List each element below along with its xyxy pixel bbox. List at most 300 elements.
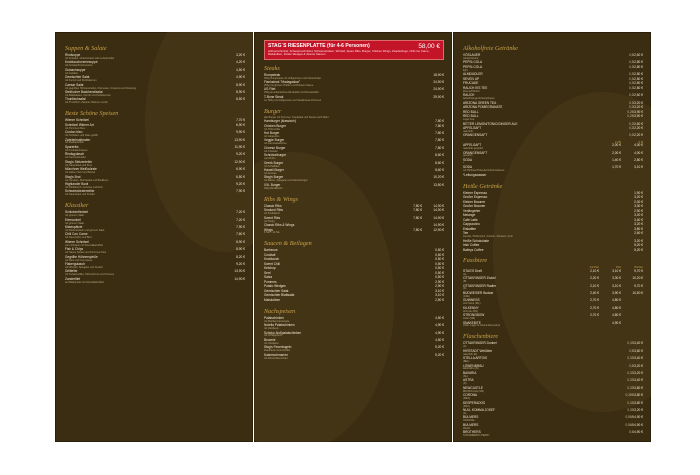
item-name: RED BULL <box>463 109 479 114</box>
item-desc: mit Kernöl und Kürbiskernen <box>65 79 97 83</box>
item-name: ALMDUDLER <box>463 72 483 77</box>
item-desc: mit Schwarzbrotcroutons <box>65 64 93 68</box>
item-volume: 0,3l <box>628 60 635 65</box>
item-name: Gemischter Salat <box>65 75 90 80</box>
menu-item <box>463 123 643 127</box>
item-name: RED BULL <box>463 114 479 119</box>
item-name: Thunfischsalat <box>65 97 86 102</box>
item-name: Fiakergulasch <box>65 262 85 267</box>
item-price: 2,60 € <box>634 121 643 126</box>
item-price: 7,80 € <box>435 138 444 143</box>
menu-item <box>264 184 444 191</box>
menu-item <box>65 98 245 105</box>
item-name: Sweet Ribs <box>264 215 281 220</box>
item-volume: 0,355l <box>625 393 635 398</box>
item-name: Schnitzelburger <box>264 153 287 158</box>
menu-item <box>463 322 643 329</box>
item-price: 4,90 € <box>634 415 643 420</box>
item-desc: Flambierte Germknödel <box>264 349 291 353</box>
menu-item <box>264 209 444 216</box>
menu-item <box>463 134 643 138</box>
item-desc: mit Knoblauch <box>264 212 280 216</box>
item-desc: mit Himbeer/Holunder/Johannisbeere <box>463 169 505 173</box>
item-price-pitcher: 10,50 € <box>632 290 643 295</box>
item-price: 3,20 € <box>634 105 643 110</box>
item-price: 3,20 € <box>634 238 643 243</box>
item-price: 2,80 € <box>634 85 643 90</box>
item-name: NULL KOMMA JOSEF <box>463 408 495 412</box>
item-price: 3,80 € <box>634 385 643 390</box>
item-desc: mit Cheddar <box>264 149 278 153</box>
item-price: 3,80 € <box>634 393 643 398</box>
menu-item <box>264 346 444 353</box>
item-price: 4,50 € <box>435 315 444 320</box>
item-name: CORONA <box>463 393 477 398</box>
menu-item <box>264 354 444 361</box>
menu-item <box>264 281 444 285</box>
item-price-pint: 3,10 € <box>612 283 621 288</box>
item-desc: mit Pommes frites <box>65 126 86 130</box>
item-price: 5,20 € <box>435 352 444 357</box>
section-title: Saucen & Beilagen <box>264 240 312 248</box>
item-name: Irish Coffee <box>463 243 480 248</box>
item-price: 14,90 € <box>234 276 245 281</box>
item-name: PEPSI-COLA <box>463 64 483 69</box>
menu-item <box>463 409 643 416</box>
menu-item <box>264 139 444 146</box>
section-title: Steaks <box>264 64 280 72</box>
item-name: Schinkenfleckerl <box>65 210 89 215</box>
item-price: 2,90 € <box>435 279 444 284</box>
item-volume: 0,3l <box>628 100 635 105</box>
item-desc: mit Knoblauchsauce <box>65 148 88 152</box>
item-price: 2,80 € <box>634 76 643 81</box>
menu-item <box>264 254 444 258</box>
item-desc: mit Vanilleeis <box>264 327 279 331</box>
menu-panel-grill <box>254 32 452 442</box>
menu-item <box>264 258 444 262</box>
item-desc: mit Gebäck <box>65 71 78 75</box>
item-name: BROTHERS <box>463 430 481 435</box>
menu-item <box>463 244 643 248</box>
item-name: Großer Brauner <box>463 204 486 209</box>
item-price-small: 1,40 € <box>612 157 621 162</box>
item-price-small: 1,70 € <box>612 165 621 170</box>
item-volume: 0,3l <box>628 76 635 81</box>
item-price-pint: 4,80 € <box>612 305 621 310</box>
item-name: ARIZONA GREEN TEA <box>463 100 497 105</box>
menu-item <box>264 276 444 280</box>
item-desc: mit Sauerkraut und Knödel <box>65 193 95 197</box>
item-price: 2,60 € <box>634 93 643 98</box>
item-desc: Cider (GB) <box>463 317 475 321</box>
item-name: Veggie Burger <box>264 138 285 143</box>
menu-item <box>264 272 444 276</box>
item-desc: mit Schafkäse <box>264 164 280 168</box>
item-volume: 0,2l <box>628 133 635 138</box>
item-name: Cocktail <box>264 252 276 257</box>
item-price-small: 7,80 € <box>413 203 422 208</box>
item-price: 7,90 € <box>236 189 245 194</box>
menu-item <box>65 76 245 83</box>
item-name: Maiskolben <box>264 297 281 302</box>
menu-item <box>65 69 245 76</box>
item-price-half-pint: 2,10 € <box>590 283 599 288</box>
section-title: Fassbiere <box>463 257 488 265</box>
item-price-pint: 3,90 € <box>612 290 621 295</box>
menu-item <box>264 125 444 132</box>
item-name: Rindsgulasch <box>65 152 85 157</box>
item-name: Salsa <box>264 275 272 280</box>
item-name: Ketchup <box>264 266 276 271</box>
menu-item <box>463 223 643 227</box>
item-name: Caesar Salat <box>65 82 84 87</box>
item-name: Potato Wedges <box>264 284 286 289</box>
menu-item <box>264 229 444 236</box>
item-volume: 0,2l <box>628 93 635 98</box>
item-desc: (FRA) <box>463 404 470 408</box>
item-name: BITTER LEMON/TONIC/GINGER ALE <box>463 121 518 126</box>
menu-item <box>463 372 643 379</box>
item-volume: 0,2l <box>628 126 635 131</box>
item-desc: (CZE) <box>463 294 470 298</box>
item-desc: mit Tomaten, Mozzarella und Basilikum <box>65 178 109 182</box>
item-volume: 0,5l <box>628 348 635 353</box>
item-desc: mit Hühnerfilet <box>264 127 281 131</box>
item-desc: ORIGINAL <box>463 419 475 423</box>
menu-item <box>463 416 643 423</box>
menu-item <box>65 168 245 175</box>
item-name: Knoblauch <box>264 257 280 262</box>
item-name: Münchner Weißwürste <box>65 167 97 172</box>
item-name: Schnitzel Wiener Art <box>65 122 94 127</box>
item-name: Schweinsbratenteller <box>65 189 95 194</box>
item-name: ORANGENSAFT <box>463 150 488 155</box>
item-price-half-pint: 2,20 € <box>590 276 599 281</box>
item-name: Tee <box>463 231 469 236</box>
item-price: 3,40 € <box>634 341 643 346</box>
item-name: Gemischter Blattsalat <box>264 293 295 298</box>
item-price-large: 12,90 € <box>433 227 444 232</box>
menu-panel-drinks <box>453 32 651 442</box>
menu-item <box>463 219 643 223</box>
item-desc: mit Röstzwiebeln und grünem Salat <box>65 228 105 232</box>
item-name: Greek Burger <box>264 160 284 165</box>
special-title: STAG´S RIESENPLATTE (für 4-6 Personen) <box>268 43 370 49</box>
item-price-small: 7,80 € <box>413 208 422 213</box>
item-price: 0,50 € <box>435 270 444 275</box>
item-name: RAUCH EIS TEE <box>463 85 488 90</box>
item-name: Cordon bleu <box>65 130 83 135</box>
item-price: 2,60 € <box>634 53 643 57</box>
item-desc: light <box>463 68 468 72</box>
item-name: BULMERS <box>463 415 479 420</box>
menu-item <box>65 190 245 197</box>
item-volume: 0,33l <box>627 408 635 412</box>
item-desc: STRAWBERRY-PERRY <box>463 434 490 438</box>
item-desc: mit Semmelknödel <box>65 156 86 160</box>
menu-item <box>264 147 444 154</box>
item-price: 6,90 € <box>236 167 245 172</box>
menu-item <box>463 106 643 110</box>
item-volume: 0,33l <box>627 400 635 405</box>
item-name: Sweet Chili <box>264 261 280 266</box>
item-desc: gespritzt <box>463 154 473 158</box>
item-price-pint: 4,80 € <box>612 313 621 318</box>
item-name: BAVARIA <box>463 370 477 375</box>
item-price: 2,80 € <box>634 64 643 69</box>
item-volume: 0,25l <box>627 114 635 119</box>
item-desc: mit grünem Salat <box>65 221 84 225</box>
item-price-large: 14,90 € <box>433 223 444 227</box>
item-name: OTTAKRINGER Zwickl <box>463 276 496 281</box>
item-price: 3,20 € <box>634 195 643 200</box>
menu-item <box>463 357 643 364</box>
column-header: 0,5l <box>638 139 643 144</box>
item-name: Hamburger (klassisch) <box>264 119 296 124</box>
menu-item <box>463 192 643 196</box>
item-desc: alkoholfrei (D) <box>463 367 479 371</box>
item-name: Classic Ribs & Wings <box>264 223 295 227</box>
menu-item <box>264 299 444 303</box>
item-price: 7,80 € <box>435 131 444 136</box>
item-name: STAG'S Draft <box>463 268 482 273</box>
item-price: 3,90 € <box>634 109 643 114</box>
item-price: 3,10 € <box>435 288 444 293</box>
item-desc: mit Marillenmarmelade <box>264 319 290 323</box>
item-name: Chicken Burger <box>264 123 286 128</box>
menu-item <box>65 226 245 233</box>
item-price: 3,40 € <box>634 356 643 361</box>
item-price: 7,20 € <box>236 210 245 215</box>
item-name: Melange <box>463 213 476 218</box>
item-name: Schoko-Nußpalatschinken <box>264 330 302 335</box>
menu-item <box>264 162 444 169</box>
menu-item <box>463 424 643 431</box>
item-name: Zwiebelrostbraten <box>65 137 91 142</box>
special-price: 58,00 € <box>418 43 440 50</box>
menu-item <box>65 91 245 98</box>
item-price: 3,80 € <box>634 226 643 231</box>
item-price: 7,80 € <box>435 145 444 150</box>
item-price: 0,50 € <box>435 257 444 262</box>
item-name: Palatschinken <box>264 315 284 320</box>
item-name: APFELSAFT <box>463 143 482 148</box>
item-name: Grillteller <box>65 269 78 274</box>
item-volume: 0,33l <box>627 356 635 361</box>
item-desc: mit Schinken und Käse gefüllt <box>65 134 98 138</box>
menu-item <box>65 176 245 183</box>
item-volume: 0,568l <box>625 415 635 420</box>
item-price-small: 2,00 € <box>612 143 621 148</box>
menu-item <box>264 132 444 139</box>
menu-item <box>463 350 643 357</box>
item-name: Zanderfilet <box>65 276 81 281</box>
menu-item <box>264 249 444 253</box>
item-price-half-pint: 2,10 € <box>590 268 599 273</box>
item-name: Eiskaffee <box>463 226 477 231</box>
menu-item <box>65 263 245 270</box>
item-desc: Irish Stout (IRL) <box>463 302 481 306</box>
item-price-pint: 3,30 € <box>612 276 621 281</box>
item-volume: 0,3l <box>628 81 635 86</box>
item-desc: (NL) <box>463 374 468 378</box>
item-name: Verlängerter <box>463 208 481 213</box>
item-price: 3,20 € <box>236 53 245 57</box>
item-name: ARIZONA POMEGRANATE <box>463 105 503 110</box>
menu-item <box>65 146 245 153</box>
item-price: 25,90 € <box>433 94 444 99</box>
menu-item <box>463 82 643 86</box>
item-price: 8,90 € <box>236 90 245 95</box>
menu-item <box>264 176 444 183</box>
item-price-half-pint: 2,40 € <box>590 290 599 295</box>
item-volume: 0,33l <box>627 385 635 390</box>
column-header: 1/2 Pint <box>589 265 599 270</box>
item-name: SEVEN UP <box>463 76 480 81</box>
menu-item <box>463 78 643 82</box>
item-price: 11,90 € <box>234 144 245 149</box>
item-name: Stag's Feuerkugeln <box>264 345 292 350</box>
item-name: Brownie <box>264 337 276 342</box>
item-name: Großer Espresso <box>463 195 488 200</box>
item-name: XXL Burger <box>264 182 281 187</box>
item-name: Barbecue <box>264 248 278 253</box>
column-header: Pint <box>616 265 621 270</box>
item-price: 5,20 € <box>634 247 643 252</box>
item-desc: mit Sauerkraut und Kren <box>65 163 93 167</box>
item-price: 3,30 € <box>634 204 643 209</box>
item-name: Stag's Burger <box>264 175 284 180</box>
item-desc: mit Sauce Tartare und Pommes frites <box>65 251 107 255</box>
menu-item <box>463 387 643 394</box>
menu-item <box>264 332 444 339</box>
item-desc: mit Würstel, Spiegelei und Gurkerl <box>65 265 103 269</box>
menu-item <box>65 211 245 218</box>
item-price: 8,60 € <box>435 160 444 165</box>
menu-item <box>463 210 643 214</box>
item-volume: 0,5l <box>628 430 635 435</box>
item-price: 8,60 € <box>435 168 444 173</box>
menu-panel-food <box>55 32 253 442</box>
item-price: 4,20 € <box>236 60 245 65</box>
item-price: 2,90 € <box>634 208 643 213</box>
item-price: 5,20 € <box>634 243 643 248</box>
item-desc: mit Schweinsfilet, Hühnerbrust und Pommes <box>65 273 115 277</box>
item-name: Classic Ribs <box>264 203 282 208</box>
item-desc: (BEL) <box>463 360 470 364</box>
item-desc: 6 Stk. / 12 Stk. <box>264 231 281 235</box>
item-price: 8,60 € <box>435 153 444 158</box>
item-name: T-Bone Steak <box>264 94 284 99</box>
item-name: SODA <box>463 165 473 170</box>
item-desc: mit grünem Salat <box>65 214 84 218</box>
item-name: Fish & Chips <box>65 247 84 252</box>
item-volume: 0,33l <box>627 341 635 346</box>
item-price: 7,60 € <box>236 232 245 237</box>
item-desc: (A) <box>463 287 467 291</box>
item-price: 9,90 € <box>236 130 245 135</box>
menu-item <box>65 233 245 240</box>
item-price: 4,90 € <box>236 75 245 80</box>
item-desc: mit Vanilleeis <box>264 341 279 345</box>
item-name: Kleiner Espresso <box>463 190 488 195</box>
item-price-large: 14,90 € <box>433 208 444 213</box>
item-desc: mit Schlagobers <box>264 334 282 338</box>
menu-item <box>463 431 643 438</box>
item-volume: 0,5l <box>628 53 635 57</box>
menu-item <box>463 144 643 151</box>
item-name: Rindsuppe <box>65 53 81 57</box>
item-desc: PEAR <box>463 426 470 430</box>
section-title: Burger <box>264 107 282 115</box>
panel-content <box>65 40 245 285</box>
item-name: OTTAKRINGER Radler <box>463 283 497 288</box>
item-price: 3,20 € <box>634 100 643 105</box>
item-name: APFELSAFT <box>463 126 482 131</box>
menu-item <box>65 131 245 138</box>
item-name: US Filet <box>264 87 276 92</box>
item-desc: mit gegrillten Hühnerstreifen, Parmesan, Croutons und Dressing <box>65 86 137 90</box>
item-name: FRUCADE <box>463 81 479 86</box>
item-price: 0,50 € <box>435 266 444 271</box>
menu-item <box>463 166 643 173</box>
item-price: 0,50 € <box>435 248 444 253</box>
section-note-text: alle Burger mit Pommes, Krautsalat und Sauce nach Wahl <box>264 115 329 119</box>
item-desc: (A) <box>463 345 467 349</box>
item-name: VÖSLAUER <box>463 53 481 57</box>
item-name: NEWCASTLE <box>463 385 483 390</box>
panel-content <box>264 40 444 361</box>
menu-item <box>264 96 444 103</box>
item-price: 0,50 € <box>435 275 444 280</box>
item-volume: 0,568l <box>625 422 635 427</box>
item-desc: 300g Rumpsteak mit Grillgemüse und Kräuterbutter <box>264 76 322 80</box>
item-desc: mit Ananas <box>264 171 277 175</box>
section-title: Heiße Getränke <box>463 182 503 190</box>
menu-item <box>264 285 444 289</box>
item-desc: (D) <box>463 382 467 386</box>
item-desc: Cider, Lager & Johannisbeersirup <box>463 324 501 328</box>
menu-item <box>463 228 643 232</box>
item-name: BULMERS <box>463 422 479 427</box>
item-price-large: 3,10 € <box>634 165 643 170</box>
item-volume: 0,33l <box>627 370 635 375</box>
section-title: Suppen & Salate <box>65 45 107 52</box>
menu-item <box>463 365 643 372</box>
item-price: 9,20 € <box>236 262 245 267</box>
menu-item <box>65 219 245 226</box>
item-name: Chili Con Carne <box>65 232 88 237</box>
item-name: Spareribs <box>65 144 79 149</box>
item-price-large: 4,00 € <box>634 143 643 148</box>
item-name: Gulaschsuppe <box>65 67 86 72</box>
item-desc: vom Huhn <box>264 157 276 161</box>
item-name: KILKENNY <box>463 305 479 310</box>
item-price: 13,90 € <box>234 269 245 274</box>
item-price: 4,90 € <box>435 323 444 328</box>
item-desc: mit Bacon, Spiegelei und Zwiebelringen <box>264 179 308 183</box>
item-name: STRONGBOW <box>463 313 485 318</box>
item-price: 3,20 € <box>634 408 643 412</box>
item-price: 3,20 € <box>634 370 643 375</box>
menu-item <box>65 124 245 131</box>
menu-item <box>65 270 245 277</box>
item-desc: mit Rindfleisch, Gemüse und Reis <box>65 185 103 189</box>
item-name: OTTAKRINGER Dunkel <box>463 341 497 346</box>
menu-item <box>463 174 643 178</box>
section-title: Ribs & Wings <box>264 195 299 203</box>
